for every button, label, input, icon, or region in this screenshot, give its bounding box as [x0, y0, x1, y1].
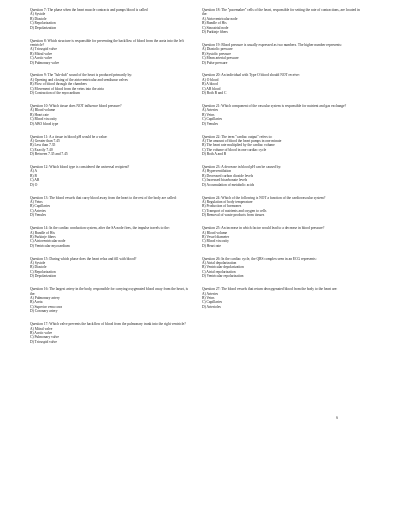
- answer-option: A) Hyperventilation: [202, 169, 232, 174]
- answer-option: C) Blood viscosity: [202, 239, 229, 244]
- answer-option: C) Arteries: [30, 208, 46, 213]
- answer-option: C) The volume of blood in one cardiac cycle: [202, 147, 267, 152]
- answer-option: B) Vessel diameter: [202, 234, 230, 239]
- question-text: Question 26: In the cardiac cycle, the QRS complex seen in an ECG represents:: [202, 256, 317, 261]
- answer-option: B) Decreased carbon dioxide levels: [202, 173, 254, 178]
- page-number: 6: [336, 416, 338, 420]
- question-text: Question 19: Blood pressure is usually expressed as two numbers. The higher number represents:: [202, 42, 342, 47]
- question-text: Question 11: A a tissue in blood pH would be a value:: [30, 134, 108, 139]
- question-block: [30, 165, 190, 187]
- answer-option: D) Ventricular myocardium: [30, 243, 70, 248]
- answer-option: A) Systole: [30, 12, 46, 17]
- answer-option: D) Pulmonary valve: [30, 60, 60, 65]
- question-text: Question 17: Which valve prevents the backflow of blood from the pulmonary trunk into the right ventricle?: [30, 322, 186, 327]
- answer-option: C) Atrial repolarization: [202, 269, 236, 274]
- answer-option: A) The amount of blood the heart pumps in one minute: [202, 138, 282, 143]
- question-text: Question 16: The largest artery in the body, responsible for carrying oxygenated blood away from the heart, is the:: [30, 287, 189, 296]
- answer-option: C) Repolarization: [30, 269, 56, 274]
- answer-option: A) Veins: [30, 200, 43, 204]
- answer-option: A) Arteries: [202, 108, 219, 113]
- answer-option: C) Superior vena cava: [30, 304, 63, 309]
- question-text: Question 23: A decrease in blood pH can be caused by:: [202, 165, 282, 170]
- question-text: Question 22: The term "cardiac output" refers to:: [202, 134, 273, 139]
- question-block: [30, 135, 190, 157]
- answer-option: B) Flow of blood through the chambers: [30, 82, 87, 87]
- question-text: Question 9: The "lub-dub" sound of the heart is produced primarily by:: [30, 73, 133, 78]
- answer-option: B) Aorta: [30, 300, 43, 305]
- question-text: Question 21: Which component of the vascular system is responsible for nutrient and gas exchange?: [202, 104, 347, 108]
- question-block: [30, 196, 190, 218]
- question-block: [30, 226, 190, 248]
- answer-option: C) Sinoatrial node: [202, 25, 229, 30]
- left-column: [30, 8, 190, 518]
- answer-option: C) AB blood: [202, 86, 221, 91]
- answer-option: B) Veins: [202, 112, 215, 117]
- question-block: [202, 165, 362, 187]
- answer-option: D) Removal of waste products from tissues: [202, 213, 265, 218]
- question-block: [30, 287, 190, 313]
- answer-option: D) Contraction of the myocardium: [30, 91, 80, 96]
- answer-option: D) Purkinje fibers: [202, 30, 228, 35]
- answer-option: B) Diastole: [30, 265, 47, 270]
- question-block: [30, 104, 190, 126]
- question-text: Question 20: An individual with Type O blood should NOT receive:: [202, 73, 300, 78]
- answer-option: B) Systolic pressure: [202, 51, 231, 56]
- answer-option: A) Diastolic pressure: [202, 47, 233, 52]
- answer-option: A) Blood volume: [202, 230, 228, 235]
- answer-option: A) Mitral valve: [30, 326, 53, 331]
- answer-option: B) Capillaries: [30, 204, 51, 209]
- question-block: [30, 8, 190, 30]
- answer-option: D) Accumulation of metabolic acids: [202, 182, 255, 187]
- answer-option: D) Coronary artery: [30, 309, 58, 314]
- answer-option: D) Both A and B: [202, 152, 227, 157]
- answer-option: B) The heart rate multiplied by the cardiac volume: [202, 143, 275, 148]
- answer-option: D) Venules: [30, 213, 47, 218]
- answer-option: D) Venules: [202, 121, 219, 126]
- question-text: Question 27: The blood vessels that return deoxygenated blood from the body to the heart are:: [202, 287, 338, 292]
- answer-option: C) AB: [30, 178, 40, 183]
- question-block: [202, 226, 362, 248]
- answer-option: C) Exactly 7.40: [30, 147, 53, 152]
- answer-option: A) Bundle of His: [30, 230, 55, 235]
- question-text: Question 18: The "pacemaker" cells of the heart, responsible for setting the rate of contractions, are located in the:: [202, 8, 360, 17]
- answer-option: D) Pulse pressure: [202, 60, 228, 65]
- question-text: Question 24: Which of the following is NOT a function of the cardiovascular system?: [202, 195, 326, 200]
- question-block: [202, 196, 362, 218]
- question-text: Question 7: The phase when the heart muscle contracts and pumps blood is called: [30, 8, 148, 12]
- answer-option: C) Repolarization: [30, 21, 56, 26]
- question-block: [30, 322, 190, 344]
- question-block: [202, 104, 362, 126]
- answer-option: D) Tricuspid valve: [30, 339, 57, 344]
- answer-option: B) Veins: [202, 296, 215, 300]
- answer-option: D) O: [30, 182, 38, 187]
- answer-option: A) Arteries: [202, 291, 219, 296]
- question-block: [202, 43, 362, 65]
- answer-option: A) Opening and closing of the atrioventricular and semilunar valves: [30, 77, 128, 82]
- answer-option: D) Ventricular repolarization: [202, 274, 244, 279]
- question-block: [202, 8, 362, 34]
- question-block: [30, 39, 190, 65]
- answer-option: A) Regulation of body temperature: [202, 200, 253, 204]
- answer-option: B) Ventricular depolarization: [202, 265, 244, 270]
- answer-option: C) Capillaries: [202, 300, 223, 305]
- question-text: Question 14: In the cardiac conduction system, after the SA node fires, the impulse travels to the:: [30, 226, 170, 231]
- answer-option: C) Increased bicarbonate levels: [202, 178, 248, 183]
- answer-option: A) Systole: [30, 261, 46, 266]
- answer-option: D) Between 7.35 and 7.45: [30, 152, 68, 157]
- answer-option: D) ABO blood type: [30, 121, 59, 126]
- answer-option: D) Depolarization: [30, 25, 57, 30]
- answer-option: C) Movement of blood from the veins into the atria: [30, 86, 104, 91]
- question-block: [202, 287, 362, 309]
- answer-option: B) Less than 7.35: [30, 143, 56, 148]
- answer-option: D) Arterioles: [202, 304, 221, 309]
- answer-option: A) Atrioventricular node: [202, 16, 238, 21]
- question-text: Question 10: Which tissue does NOT influence blood pressure?: [30, 104, 122, 108]
- answer-option: A) Atrial depolarization: [202, 261, 237, 266]
- answer-option: C) Mean arterial pressure: [202, 56, 239, 61]
- answer-option: A) O blood: [202, 77, 219, 82]
- question-text: Question 25: An increase in which factor would lead to a decrease in blood pressure?: [202, 226, 325, 231]
- answer-option: A) Pulmonary artery: [30, 296, 60, 300]
- answer-option: B) Heart rate: [30, 112, 49, 117]
- answer-option: B) Purkinje fibers: [30, 234, 56, 239]
- answer-option: D) Heart rate: [202, 243, 221, 248]
- answer-option: C) Pulmonary valve: [30, 335, 59, 340]
- answer-option: D) Both B and C: [202, 91, 227, 96]
- answer-option: A) Greater than 7.45: [30, 138, 60, 143]
- answer-option: B) A blood: [202, 82, 218, 87]
- answer-option: B) Diastole: [30, 16, 47, 21]
- answer-option: A) A: [30, 169, 38, 174]
- question-text: Question 15: During which phase does the heart relax and fill with blood?: [30, 256, 137, 261]
- answer-option: B) Aortic valve: [30, 330, 53, 335]
- answer-option: C) Aortic valve: [30, 56, 53, 61]
- answer-option: B) B: [30, 173, 37, 178]
- question-text: Question 13: The blood vessels that carry blood away from the heart to the rest of the body are called:: [30, 195, 177, 200]
- answer-option: C) Atrioventricular node: [30, 239, 66, 244]
- answer-option: B) Production of hormones: [202, 204, 242, 209]
- answer-option: C) Capillaries: [202, 117, 223, 122]
- answer-option: C) Blood viscosity: [30, 117, 57, 122]
- answer-option: B) Mitral valve: [30, 51, 53, 56]
- question-text: Question 8: Which structure is responsible for preventing the backflow of blood from the aorta into the left ventricle?: [30, 38, 184, 47]
- right-column: [202, 8, 362, 518]
- question-text: Question 12: Which blood type is considered the universal recipient?: [30, 165, 130, 170]
- question-block: [202, 135, 362, 157]
- answer-option: A) Tricuspid valve: [30, 47, 57, 52]
- answer-option: B) Bundle of His: [202, 21, 227, 26]
- question-block: [30, 73, 190, 95]
- answer-option: A) Blood volume: [30, 108, 56, 113]
- question-block: [30, 257, 190, 279]
- question-block: [202, 257, 362, 279]
- answer-option: C) Transport of nutrients and oxygen to cells: [202, 208, 267, 213]
- question-block: [202, 73, 362, 95]
- answer-option: D) Depolarization: [30, 274, 57, 279]
